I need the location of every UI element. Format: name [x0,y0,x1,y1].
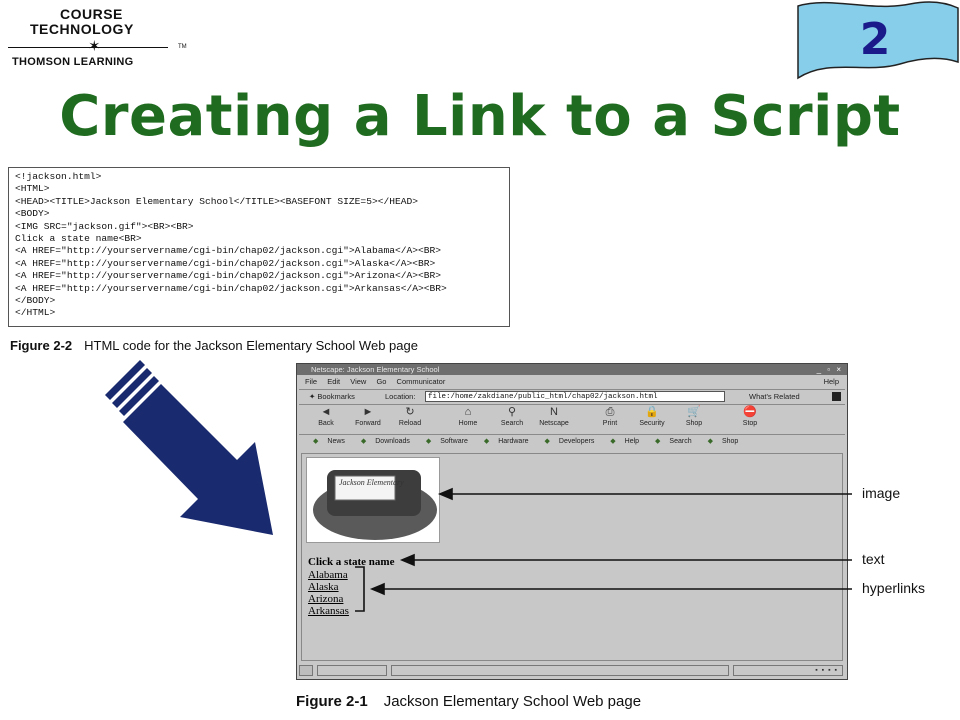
callout-text: text [862,551,885,567]
link-alabama[interactable]: Alabama [308,569,348,581]
reload-label: Reload [398,420,422,427]
reload-icon: ↻ [405,406,415,418]
code-line: <HEAD><TITLE>Jackson Elementary School</TITLE><BASEFONT SIZE=5></HEAD> [15,195,419,207]
menu-view[interactable]: View [350,377,367,386]
bookmark-icon: ◆ [360,438,367,445]
security-lock-icon: 🔒 [645,406,659,418]
chapter-number: 2 [859,14,891,65]
callout-hyperlinks: hyperlinks [862,580,926,596]
menu-file[interactable]: File [305,377,318,386]
stop-label: Stop [742,420,758,427]
link-alaska[interactable]: Alaska [308,581,339,593]
shop-icon: 🛒 [687,406,701,418]
logo-star-icon: ✶ [88,38,101,55]
link-arizona[interactable]: Arizona [308,593,344,605]
link-search-label: Search [669,438,692,445]
text-arrowhead-icon [402,555,414,565]
code-line: </BODY> [15,295,56,307]
menu-communicator[interactable]: Communicator [396,377,446,386]
link-help-label: Help [624,438,640,445]
figure-caption-text: Jackson Elementary School Web page [383,693,642,710]
location-label: Location: [385,392,416,401]
code-line: <HTML> [15,183,50,195]
component-bar-icons[interactable]: ▪ ▪ ▪ ▪ [733,665,843,676]
search-icon: ⚲ [507,406,517,418]
forward-label: Forward [355,420,381,427]
search-label: Search [500,420,524,427]
netscape-label: Netscape [539,420,569,427]
back-arrow-icon: ◄ [320,406,332,418]
print-label: Print [602,420,618,427]
menu-help[interactable]: Help [823,377,839,386]
link-downloads-label: Downloads [375,438,410,445]
figure-caption-text: HTML code for the Jackson Elementary School Web page [84,338,418,353]
url-field[interactable]: file:/home/zakdiane/public_html/chap02/jackson.html [425,391,725,402]
figure-2-1-caption [296,693,641,710]
window-title: Netscape: Jackson Elementary School [311,365,440,374]
code-line: <A HREF="http://yourservername/cgi-bin/chap02/jackson.cgi">Alaska</A><BR> [15,257,436,269]
code-line: Click a state name<BR> [15,233,142,245]
print-icon: ⎙ [605,406,615,418]
code-line: </HTML> [15,307,56,319]
link-shop-label: Shop [721,438,739,445]
bookmark-icon: ◆ [707,438,713,445]
whats-related-button[interactable]: What's Related [749,392,800,401]
link-developers-label: Developers [558,438,595,445]
home-label: Home [458,420,478,427]
window-controls[interactable]: _ ▫ × [816,365,843,374]
home-icon: ⌂ [464,406,472,418]
slide-title: Creating a Link to a Script [59,84,901,149]
bookmark-icon: ◆ [544,438,550,445]
figure-label: Figure 2-1 [296,693,368,710]
netscape-icon: N [550,406,558,418]
security-label: Security [639,420,665,427]
callout-image: image [862,485,901,501]
menu-go[interactable]: Go [376,377,387,386]
code-line: <BODY> [15,208,50,220]
link-hardware-label: Hardware [498,438,529,445]
logo-trademark: TM [178,44,187,50]
bookmark-icon: ◆ [313,438,319,445]
image-caption: Jackson Elementary [339,478,404,487]
code-line: <IMG SRC="jackson.gif"><BR><BR> [15,220,194,232]
menu-edit[interactable]: Edit [327,377,341,386]
code-line: <A HREF="http://yourservername/cgi-bin/chap02/jackson.cgi">Arkansas</A><BR> [15,282,447,294]
click-state-text: Click a state name [308,556,395,568]
bookmark-icon: ◆ [655,438,661,445]
bookmark-icon: ◆ [610,438,616,445]
hyperlinks-bracket [355,567,364,611]
bookmarks-label: Bookmarks [317,392,355,401]
shop-label: Shop [685,420,703,427]
bookmark-icon: ◆ [483,438,490,445]
stop-icon: ⛔ [743,406,757,418]
figure-label: Figure 2-2 [10,338,73,353]
link-news-label: News [327,438,345,445]
forward-arrow-icon: ► [362,406,374,418]
code-line: <!jackson.html> [15,171,102,182]
logo-line-thomson: THOMSON LEARNING [12,56,134,68]
image-arrowhead-icon [440,489,452,499]
hyperlinks-arrowhead-icon [372,584,384,594]
code-line: <A HREF="http://yourservername/cgi-bin/chap02/jackson.cgi">Arizona</A><BR> [15,270,442,282]
back-label: Back [318,420,334,427]
logo-line-course: COURSE [60,6,123,22]
link-arkansas[interactable]: Arkansas [308,605,349,617]
logo-line-technology: TECHNOLOGY [30,21,134,37]
link-software-label: Software [440,438,468,445]
bookmark-icon: ✦ [309,392,318,401]
code-line: <A HREF="http://yourservername/cgi-bin/chap02/jackson.cgi">Alabama</A><BR> [15,245,442,257]
bookmark-icon: ◆ [425,438,432,445]
